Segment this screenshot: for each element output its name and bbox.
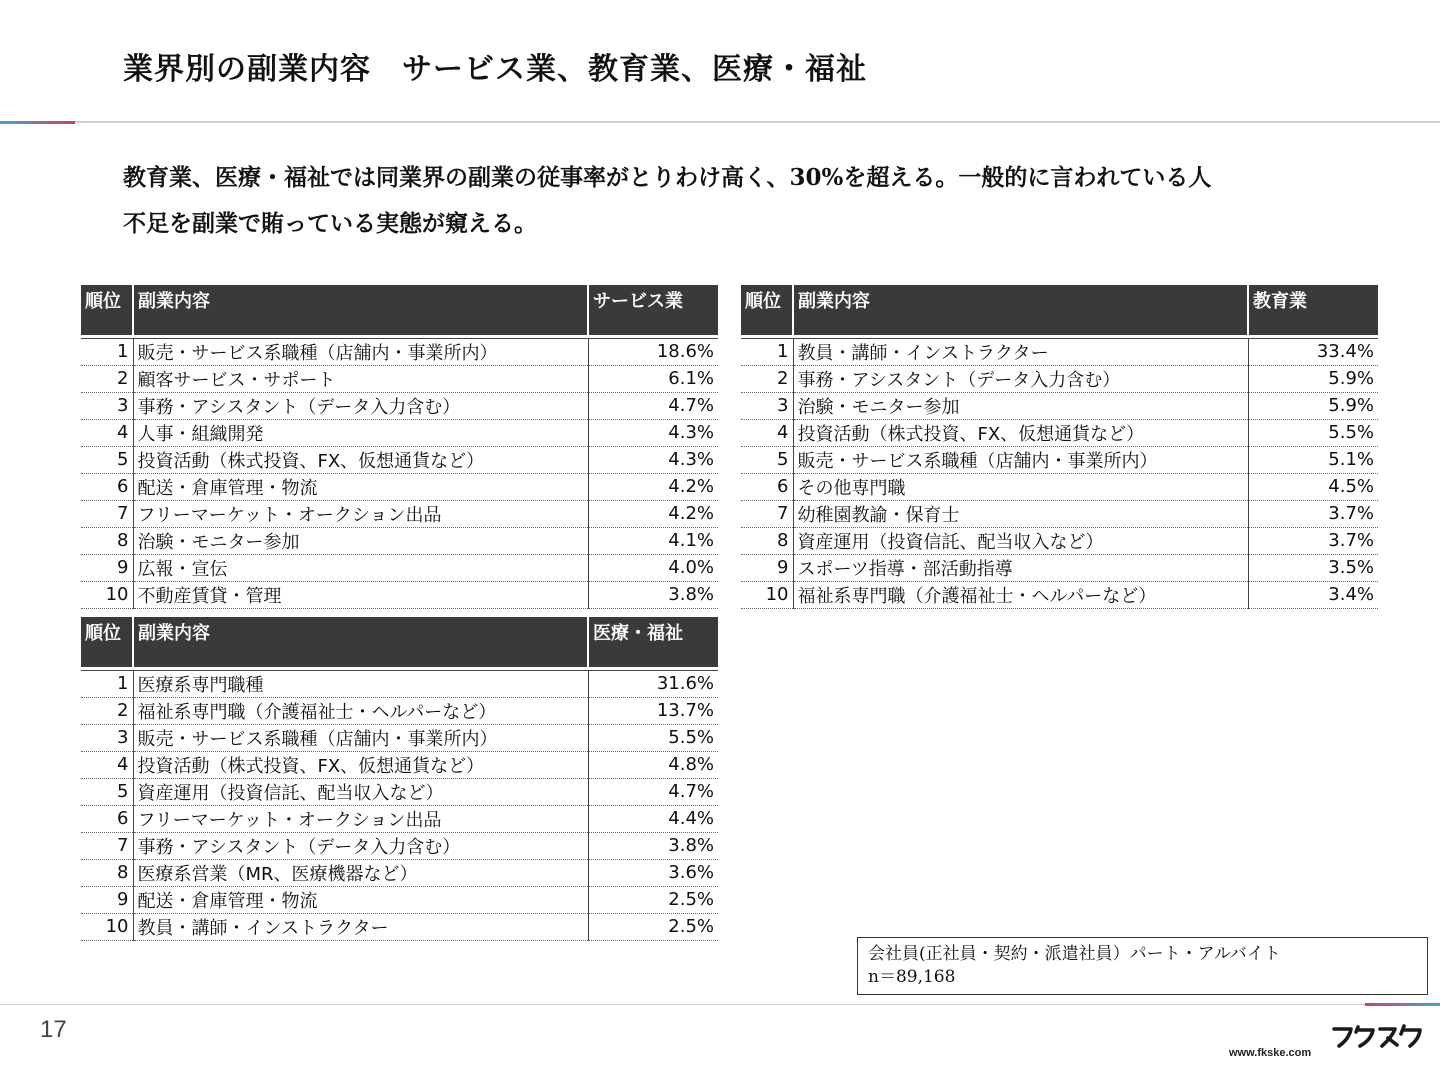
table-row [81, 500, 718, 527]
rank-cell: 7 [741, 500, 793, 527]
rank-cell: 4 [81, 751, 133, 778]
table-header-row [741, 285, 1378, 335]
item-cell: 事務・アシスタント（データ入力含む） [133, 392, 588, 419]
item-cell: 福祉系専門職（介護福祉士・ヘルパーなど） [793, 581, 1248, 608]
rank-cell: 3 [81, 724, 133, 751]
value-cell: 31.6% [588, 670, 718, 697]
page-number: 17 [40, 1016, 67, 1043]
item-cell: 治験・モニター参加 [793, 392, 1248, 419]
table-row [741, 500, 1378, 527]
value-cell: 3.7% [1248, 500, 1378, 527]
item-cell: 投資活動（株式投資、FX、仮想通貨など） [133, 751, 588, 778]
table-row [81, 338, 718, 365]
value-cell: 3.6% [588, 859, 718, 886]
table-header-row [81, 285, 718, 335]
value-cell: 2.5% [588, 913, 718, 940]
table-row [81, 805, 718, 832]
source-population: 会社員(正社員・契約・派遣社員）パート・アルバイト [868, 944, 1281, 964]
item-cell: 配送・倉庫管理・物流 [133, 886, 588, 913]
rank-cell: 2 [741, 365, 793, 392]
table-row [741, 338, 1378, 365]
rank-cell: 4 [81, 419, 133, 446]
rank-cell: 4 [741, 419, 793, 446]
footer-accent-bar [1365, 1003, 1440, 1006]
item-cell: 資産運用（投資信託、配当収入など） [793, 527, 1248, 554]
item-cell: 配送・倉庫管理・物流 [133, 473, 588, 500]
value-cell: 4.0% [588, 554, 718, 581]
item-cell: 販売・サービス系職種（店舗内・事業所内） [793, 446, 1248, 473]
value-cell: 18.6% [588, 338, 718, 365]
header-divider [0, 121, 1440, 123]
value-cell: 4.3% [588, 419, 718, 446]
table-row [81, 778, 718, 805]
rank-cell: 7 [81, 832, 133, 859]
source-note [857, 937, 1428, 995]
item-cell: 広報・宣伝 [133, 554, 588, 581]
source-sample-size: n＝89,168 [868, 967, 956, 987]
rank-cell: 5 [81, 446, 133, 473]
item-cell: フリーマーケット・オークション出品 [133, 805, 588, 832]
header-accent-bar [0, 121, 75, 124]
rank-cell: 2 [81, 697, 133, 724]
rank-cell: 7 [81, 500, 133, 527]
rank-cell: 10 [741, 581, 793, 608]
item-cell: 医療系専門職種 [133, 670, 588, 697]
value-cell: 4.7% [588, 778, 718, 805]
site-url: www.fkske.com [1229, 1047, 1312, 1059]
value-cell: 4.2% [588, 500, 718, 527]
table-row [81, 527, 718, 554]
rank-cell: 1 [81, 670, 133, 697]
value-cell: 3.7% [1248, 527, 1378, 554]
table-row [81, 913, 718, 940]
table-row [741, 392, 1378, 419]
lead-text [123, 155, 1363, 247]
table-row [81, 392, 718, 419]
item-cell: 幼稚園教諭・保育士 [793, 500, 1248, 527]
rank-cell: 9 [81, 886, 133, 913]
lead-line-1: 教育業、医療・福祉では同業界の副業の従事率がとりわけ高く、30%を超える。一般的に言われている人 [123, 164, 1212, 191]
value-cell: 4.7% [588, 392, 718, 419]
rank-cell: 2 [81, 365, 133, 392]
item-cell: 治験・モニター参加 [133, 527, 588, 554]
ranking-table-education [741, 285, 1378, 609]
table-row [81, 832, 718, 859]
table-row [81, 446, 718, 473]
value-cell: 3.8% [588, 581, 718, 608]
item-cell: 資産運用（投資信託、配当収入など） [133, 778, 588, 805]
rank-cell: 3 [81, 392, 133, 419]
table-row [81, 365, 718, 392]
item-cell: 投資活動（株式投資、FX、仮想通貨など） [793, 419, 1248, 446]
table-header-row [81, 617, 718, 667]
table-row [741, 419, 1378, 446]
header-rank: 順位 [81, 285, 133, 335]
footer-divider [0, 1004, 1440, 1005]
rank-cell: 8 [81, 859, 133, 886]
header-rank: 順位 [741, 285, 793, 335]
value-cell: 4.1% [588, 527, 718, 554]
table-row [81, 581, 718, 608]
rank-cell: 6 [81, 805, 133, 832]
header-item: 副業内容 [793, 285, 1248, 335]
table-row [81, 724, 718, 751]
value-cell: 3.8% [588, 832, 718, 859]
table-row [81, 419, 718, 446]
item-cell: 教員・講師・インストラクター [133, 913, 588, 940]
table-row [81, 554, 718, 581]
value-cell: 6.1% [588, 365, 718, 392]
rank-cell: 5 [741, 446, 793, 473]
table-row [741, 527, 1378, 554]
table-row [741, 554, 1378, 581]
rank-cell: 6 [81, 473, 133, 500]
item-cell: スポーツ指導・部活動指導 [793, 554, 1248, 581]
table-row [741, 581, 1378, 608]
item-cell: その他専門職 [793, 473, 1248, 500]
item-cell: 教員・講師・インストラクター [793, 338, 1248, 365]
item-cell: フリーマーケット・オークション出品 [133, 500, 588, 527]
item-cell: 投資活動（株式投資、FX、仮想通貨など） [133, 446, 588, 473]
fukusuke-logo-icon [1332, 1023, 1422, 1049]
table-row [81, 473, 718, 500]
value-cell: 3.4% [1248, 581, 1378, 608]
rank-cell: 5 [81, 778, 133, 805]
rank-cell: 9 [81, 554, 133, 581]
value-cell: 2.5% [588, 886, 718, 913]
value-cell: 4.4% [588, 805, 718, 832]
table-row [81, 859, 718, 886]
value-cell: 5.5% [1248, 419, 1378, 446]
table-row [81, 751, 718, 778]
item-cell: 事務・アシスタント（データ入力含む） [793, 365, 1248, 392]
rank-cell: 1 [81, 338, 133, 365]
lead-line-2: 不足を副業で賄っている実態が窺える。 [123, 210, 537, 237]
page-title: 業界別の副業内容 サービス業、教育業、医療・福祉 [123, 52, 867, 87]
value-cell: 4.3% [588, 446, 718, 473]
table-row [81, 697, 718, 724]
ranking-table-service [81, 285, 718, 609]
table-body [81, 335, 718, 608]
ranking-table-medical-welfare [81, 617, 718, 941]
table-body [741, 335, 1378, 608]
rank-cell: 10 [81, 581, 133, 608]
rank-cell: 9 [741, 554, 793, 581]
table-body [81, 667, 718, 940]
rank-cell: 8 [81, 527, 133, 554]
item-cell: 事務・アシスタント（データ入力含む） [133, 832, 588, 859]
value-cell: 4.2% [588, 473, 718, 500]
header-item: 副業内容 [133, 617, 588, 667]
item-cell: 医療系営業（MR、医療機器など） [133, 859, 588, 886]
value-cell: 33.4% [1248, 338, 1378, 365]
value-cell: 3.5% [1248, 554, 1378, 581]
table-row [741, 473, 1378, 500]
header-item: 副業内容 [133, 285, 588, 335]
rank-cell: 8 [741, 527, 793, 554]
table-row [81, 886, 718, 913]
item-cell: 顧客サービス・サポート [133, 365, 588, 392]
value-cell: 5.5% [588, 724, 718, 751]
value-cell: 4.5% [1248, 473, 1378, 500]
header-industry: 医療・福祉 [588, 617, 718, 667]
table-row [741, 446, 1378, 473]
header-rank: 順位 [81, 617, 133, 667]
header-industry: 教育業 [1248, 285, 1378, 335]
item-cell: 販売・サービス系職種（店舗内・事業所内） [133, 338, 588, 365]
item-cell: 福祉系専門職（介護福祉士・ヘルパーなど） [133, 697, 588, 724]
value-cell: 13.7% [588, 697, 718, 724]
value-cell: 5.1% [1248, 446, 1378, 473]
table-row [741, 365, 1378, 392]
value-cell: 5.9% [1248, 392, 1378, 419]
header-industry: サービス業 [588, 285, 718, 335]
value-cell: 4.8% [588, 751, 718, 778]
table-row [81, 670, 718, 697]
item-cell: 人事・組織開発 [133, 419, 588, 446]
rank-cell: 10 [81, 913, 133, 940]
rank-cell: 3 [741, 392, 793, 419]
rank-cell: 6 [741, 473, 793, 500]
rank-cell: 1 [741, 338, 793, 365]
item-cell: 販売・サービス系職種（店舗内・事業所内） [133, 724, 588, 751]
value-cell: 5.9% [1248, 365, 1378, 392]
item-cell: 不動産賃貸・管理 [133, 581, 588, 608]
